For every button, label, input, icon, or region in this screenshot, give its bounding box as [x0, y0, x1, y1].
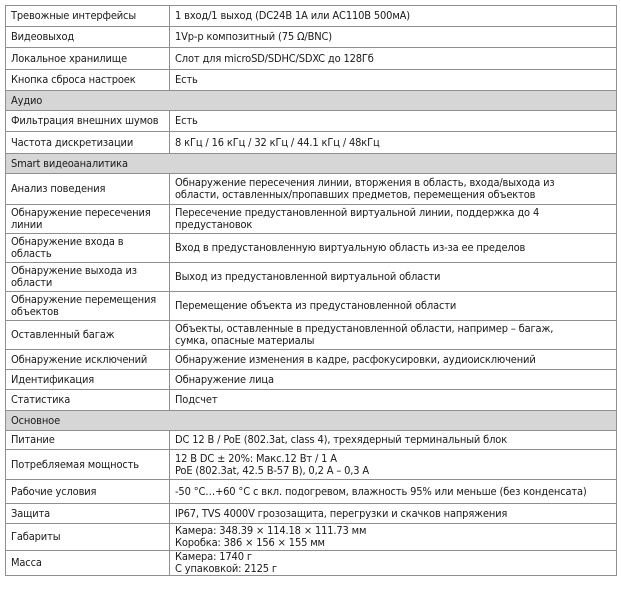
spec-value-cell [170, 263, 617, 292]
spec-table-body [6, 6, 617, 576]
section-header-row [6, 91, 617, 111]
section-title: Аудио [11, 93, 43, 107]
spec-value: IP67, TVS 4000V грозозащита, перегрузки и скачков напряжения [175, 506, 508, 520]
spec-value: Объекты, оставленные в предустановленной области, например – багаж, [175, 322, 554, 335]
spec-value-cell [170, 292, 617, 321]
spec-row [6, 132, 617, 154]
spec-key: Обнаружение исключений [11, 352, 148, 366]
spec-key: области [11, 276, 53, 289]
spec-value: Вход в предустановленную виртуальную область из-за ее пределов [175, 241, 526, 254]
spec-key: Обнаружение выхода из [11, 264, 137, 277]
spec-key-cell [6, 551, 170, 576]
spec-row [6, 234, 617, 263]
spec-value-cell [170, 111, 617, 132]
section-header [6, 91, 617, 111]
spec-key: область [11, 247, 52, 260]
spec-key-cell [6, 48, 170, 70]
spec-value: 12 В DC ± 20%: Макс.12 Вт / 1 А [175, 451, 337, 465]
spec-value: Пересечение предустановленной виртуальной линии, поддержка до 4 [175, 206, 540, 219]
spec-row [6, 370, 617, 390]
spec-value: Подсчет [175, 393, 218, 406]
spec-value: Обнаружение изменения в кадре, расфокусировки, аудиоисключений [175, 352, 536, 366]
spec-key: линии [11, 218, 43, 231]
spec-value-cell [170, 234, 617, 263]
spec-value: Камера: 1740 г [175, 550, 252, 563]
spec-key-cell [6, 504, 170, 524]
spec-sheet [5, 5, 615, 576]
spec-value: Обнаружение пересечения линии, вторжения в область, входа/выхода из [175, 176, 555, 189]
spec-key-cell [6, 480, 170, 504]
spec-value-cell [170, 504, 617, 524]
spec-value-cell [170, 431, 617, 450]
spec-value: DC 12 В / PoE (802.3at, class 4), трехядерный терминальный блок [175, 433, 508, 446]
spec-row [6, 205, 617, 234]
spec-value-cell [170, 480, 617, 504]
spec-row [6, 551, 617, 576]
spec-key-cell [6, 431, 170, 450]
spec-key-cell [6, 27, 170, 48]
spec-value-cell [170, 48, 617, 70]
spec-key: Частота дискретизации [11, 135, 134, 149]
spec-key-cell [6, 70, 170, 91]
spec-value-cell [170, 174, 617, 205]
spec-key: Обнаружение входа в [11, 235, 124, 248]
spec-key: Обнаружение перемещения [11, 293, 157, 306]
spec-key-cell [6, 321, 170, 350]
spec-key: Видеовыход [11, 30, 75, 43]
spec-value: Есть [175, 114, 198, 127]
spec-key: объектов [11, 305, 59, 318]
spec-value: Перемещение объекта из предустановленной области [175, 299, 457, 312]
spec-value: Слот для microSD/SDHC/SDXC до 128Гб [175, 51, 374, 65]
spec-value-cell [170, 205, 617, 234]
spec-key: Рабочие условия [11, 484, 97, 498]
spec-key-cell [6, 205, 170, 234]
spec-row [6, 321, 617, 350]
spec-value-cell [170, 551, 617, 576]
spec-key-cell [6, 132, 170, 154]
spec-key-cell [6, 6, 170, 27]
spec-row [6, 174, 617, 205]
spec-row [6, 504, 617, 524]
spec-row [6, 48, 617, 70]
spec-table [5, 5, 617, 576]
spec-row [6, 292, 617, 321]
spec-row [6, 350, 617, 370]
section-header [6, 154, 617, 174]
spec-value-cell [170, 132, 617, 154]
spec-key: Идентификация [11, 372, 95, 386]
spec-key: Защита [11, 506, 51, 520]
section-header-row [6, 154, 617, 174]
spec-row [6, 27, 617, 48]
spec-row [6, 6, 617, 27]
section-title: Smart видеоаналитика [11, 156, 128, 170]
spec-value: 1Vp-p композитный (75 Ω/BNC) [175, 30, 332, 43]
spec-row [6, 450, 617, 480]
spec-value-cell [170, 70, 617, 91]
spec-value-cell [170, 350, 617, 370]
spec-key: Кнопка сброса настроек [11, 73, 136, 86]
spec-value: Камера: 348.39 × 114.18 × 111.73 мм [175, 524, 367, 537]
spec-row [6, 524, 617, 551]
spec-value-cell [170, 450, 617, 480]
spec-value-cell [170, 370, 617, 390]
section-title: Основное [11, 413, 61, 427]
spec-key-cell [6, 524, 170, 551]
spec-key: Масса [11, 556, 42, 569]
spec-value: Обнаружение лица [175, 372, 274, 386]
spec-value-cell [170, 321, 617, 350]
spec-value: Коробка: 386 × 156 × 155 мм [175, 536, 325, 549]
spec-key-cell [6, 350, 170, 370]
spec-key-cell [6, 370, 170, 390]
spec-key: Габариты [11, 530, 61, 543]
spec-row [6, 390, 617, 411]
spec-value-cell [170, 390, 617, 411]
spec-key: Статистика [11, 393, 71, 406]
spec-row [6, 480, 617, 504]
spec-value-cell [170, 6, 617, 27]
spec-row [6, 111, 617, 132]
section-header [6, 411, 617, 431]
spec-key-cell [6, 450, 170, 480]
spec-value: Выход из предустановленной виртуальной области [175, 270, 441, 283]
spec-value: 8 кГц / 16 кГц / 32 кГц / 44.1 кГц / 48кГц [175, 135, 380, 149]
spec-key: Локальное хранилище [11, 51, 127, 65]
spec-row [6, 431, 617, 450]
spec-row [6, 263, 617, 292]
spec-key-cell [6, 292, 170, 321]
spec-value: С упаковкой: 2125 г [175, 562, 277, 575]
spec-value: области, оставленных/пропавших предметов, перемещения объектов [175, 188, 536, 201]
spec-value-cell [170, 27, 617, 48]
spec-value: -50 °C…+60 °C с вкл. подогревом, влажность 95% или меньше (без конденсата) [175, 484, 587, 498]
spec-key: Потребляемая мощность [11, 457, 139, 471]
spec-value: 1 вход/1 выход (DC24В 1А или АС110В 500мА) [175, 9, 410, 22]
spec-key: Фильтрация внешних шумов [11, 114, 159, 127]
spec-key: Питание [11, 433, 55, 446]
spec-value: предустановок [175, 218, 253, 231]
spec-key-cell [6, 111, 170, 132]
spec-key: Оставленный багаж [11, 328, 115, 341]
spec-value: Есть [175, 73, 198, 86]
spec-key-cell [6, 234, 170, 263]
spec-key: Обнаружение пересечения [11, 206, 151, 219]
spec-key: Тревожные интерфейсы [11, 9, 137, 22]
spec-key-cell [6, 174, 170, 205]
section-header-row [6, 411, 617, 431]
spec-key-cell [6, 390, 170, 411]
spec-value: сумка, опасные материалы [175, 334, 315, 347]
spec-value: PoE (802.3at, 42.5 В-57 В), 0,2 А – 0,3 А [175, 463, 369, 477]
spec-key: Анализ поведения [11, 182, 106, 195]
spec-key-cell [6, 263, 170, 292]
spec-row [6, 70, 617, 91]
spec-value-cell [170, 524, 617, 551]
